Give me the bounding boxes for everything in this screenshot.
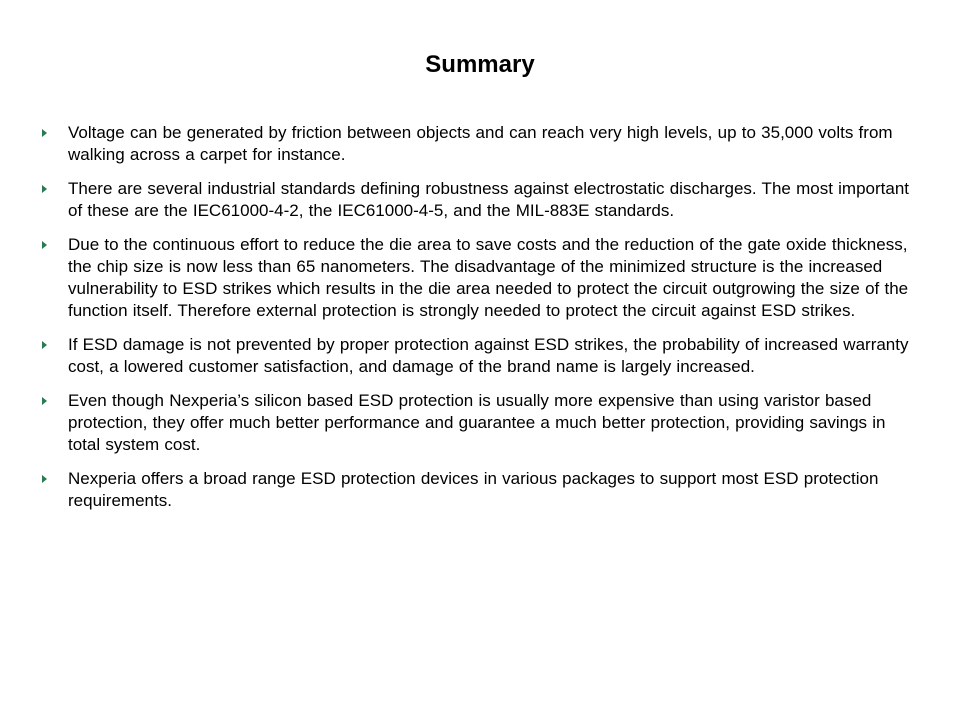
bullet-text: Voltage can be generated by friction between objects and can reach very high levels, up to 35,000 volts from walking across a carpet for instance. [68,123,893,164]
arrow-bullet-icon [42,129,47,137]
bullet-text: Due to the continuous effort to reduce the die area to save costs and the reduction of the gate oxide thickness, the chip size is now less than 65 nanometers. The disadvantage of the minimized structure is the increased vulnerability to ESD strikes which results in the die area needed to protect the circuit outgrowing the size of the function itself. Therefore external protection is strongly needed to protect the circuit against ESD strikes. [68,235,909,320]
bullet-text: If ESD damage is not prevented by proper protection against ESD strikes, the probability of increased warranty cost, a lowered customer satisfaction, and damage of the brand name is largely increased. [68,335,909,376]
bullet-item [40,334,920,378]
arrow-bullet-icon [42,185,47,193]
arrow-bullet-icon [42,397,47,405]
bullet-text: Nexperia offers a broad range ESD protection devices in various packages to support most ESD protection requirements. [68,469,879,510]
slide-title: Summary [425,51,535,78]
bullet-item [40,122,920,166]
arrow-bullet-icon [42,475,47,483]
bullet-item [40,178,920,222]
bullet-text: Even though Nexperia’s silicon based ESD protection is usually more expensive than using varistor based protection, they offer much better performance and guarantee a much better protection, providing savings in total system cost. [68,391,886,454]
bullet-item [40,234,920,322]
arrow-bullet-icon [42,241,47,249]
bullet-item [40,390,920,456]
bullet-list [40,122,920,524]
bullet-text: There are several industrial standards defining robustness against electrostatic discharges. The most important of these are the IEC61000-4-2, the IEC61000-4-5, and the MIL-883E standards. [68,179,910,220]
arrow-bullet-icon [42,341,47,349]
bullet-item [40,468,920,512]
